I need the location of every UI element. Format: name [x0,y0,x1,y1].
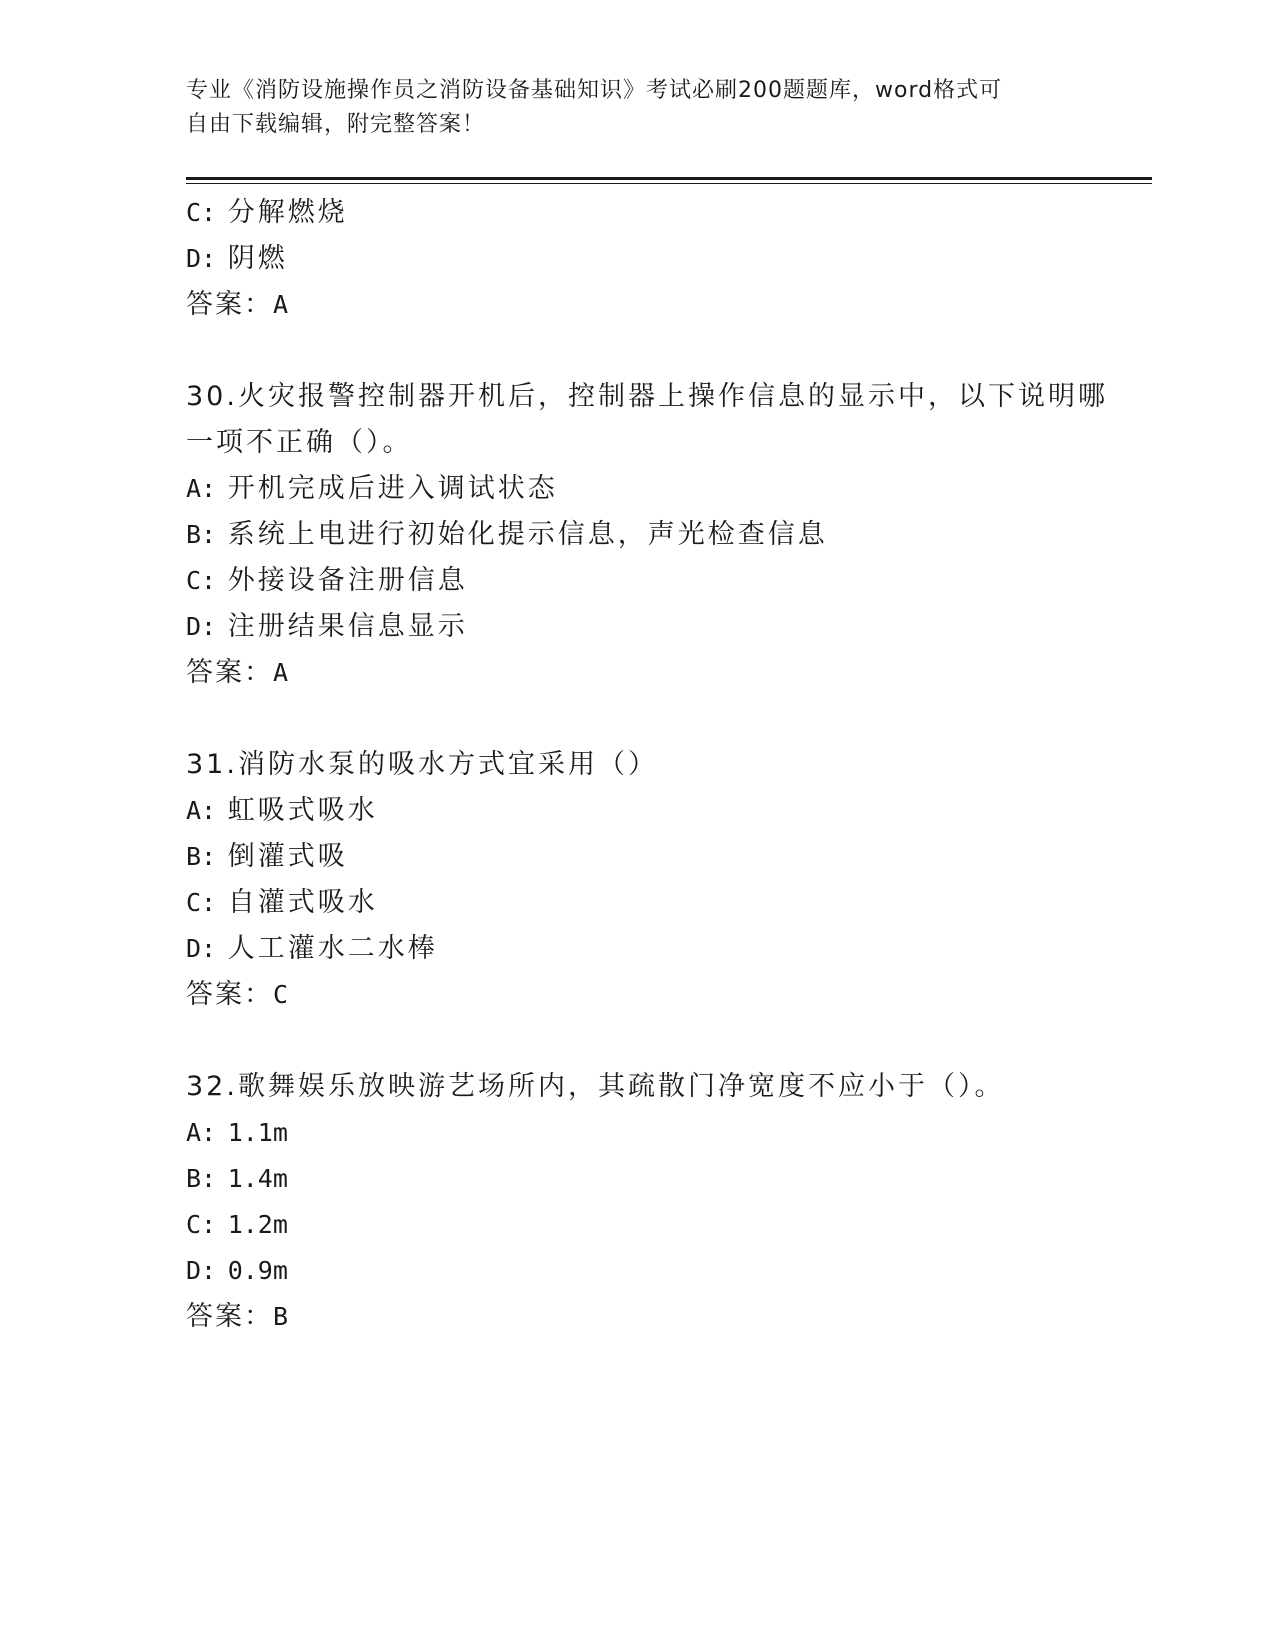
option-text: 0.9m [227,1256,288,1285]
answer-value: A [273,658,289,687]
option-c [186,558,1086,604]
option-text: 1.1m [227,1118,288,1147]
option-letter: D: [186,612,217,641]
spacer [186,696,1086,742]
question-stem: 30.火灾报警控制器开机后，控制器上操作信息的显示中，以下说明哪 [186,381,1108,412]
question-stem: 31.消防水泵的吸水方式宜采用（） [186,749,658,780]
option-b [186,1156,1086,1202]
option-c [186,190,1086,236]
option-text: 人工灌水二水棒 [227,933,438,964]
answer-label: 答案： [186,979,273,1010]
option-d [186,604,1086,650]
option-text: 阴燃 [227,243,288,274]
option-text: 系统上电进行初始化提示信息，声光检查信息 [227,519,828,550]
option-letter: A: [186,1118,217,1147]
header-divider-thick [186,177,1152,180]
spacer [186,1018,1086,1064]
answer-value: A [273,290,289,319]
option-b [186,512,1086,558]
answer-label: 答案： [186,1301,273,1332]
option-letter: C: [186,566,217,595]
option-text: 1.4m [227,1164,288,1193]
answer-label: 答案： [186,289,273,320]
option-text: 自灌式吸水 [227,887,378,918]
header-line-2: 自由下载编辑，附完整答案！ [186,112,486,137]
option-d [186,926,1086,972]
option-letter: A: [186,474,217,503]
answer-value: B [273,1302,289,1331]
answer-label: 答案： [186,657,273,688]
header-line-1: 专业《消防设施操作员之消防设备基础知识》考试必刷200题题库，word格式可 [186,78,1003,103]
option-letter: B: [186,1164,217,1193]
option-letter: B: [186,842,217,871]
document-header [186,74,1086,142]
question-list [186,190,1108,1340]
option-letter: C: [186,198,217,227]
answer-line [186,282,1086,328]
option-text: 分解燃烧 [227,197,348,228]
option-letter: C: [186,888,217,917]
option-text: 开机完成后进入调试状态 [227,473,558,504]
option-a [186,1110,1086,1156]
option-letter: C: [186,1210,217,1239]
option-letter: B: [186,520,217,549]
option-d [186,236,1086,282]
option-c [186,1202,1086,1248]
option-letter: D: [186,244,217,273]
question-stem: 32.歌舞娱乐放映游艺场所内，其疏散门净宽度不应小于（）。 [186,1071,1005,1102]
header-divider-thin [186,183,1152,184]
answer-line [186,972,1086,1018]
spacer [186,328,1086,374]
option-letter: A: [186,796,217,825]
option-text: 倒灌式吸 [227,841,348,872]
answer-line [186,650,1086,696]
option-text: 外接设备注册信息 [227,565,468,596]
option-text: 虹吸式吸水 [227,795,378,826]
option-d [186,1248,1086,1294]
question-stem-continued: 一项不正确（）。 [186,427,413,458]
option-a [186,466,1086,512]
option-b [186,834,1086,880]
answer-value: C [273,980,289,1009]
option-a [186,788,1086,834]
option-text: 1.2m [227,1210,288,1239]
option-text: 注册结果信息显示 [227,611,468,642]
answer-line [186,1294,1086,1340]
option-letter: D: [186,1256,217,1285]
option-letter: D: [186,934,217,963]
option-c [186,880,1086,926]
